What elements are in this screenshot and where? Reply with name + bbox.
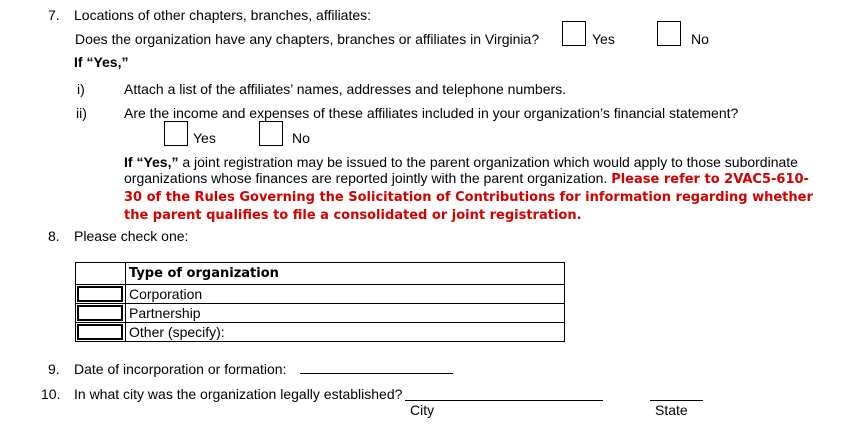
q9-number: 9. [48,361,60,377]
q7-note-bold: If “Yes,” [124,154,179,170]
q7-sub-no-checkbox[interactable] [259,121,283,146]
other-checkbox[interactable] [77,324,123,340]
q9-label: Date of incorporation or formation: [74,361,287,377]
q7-item-ii-text: Are the income and expenses of these affiliates included in your organization’s financial statement? [124,105,739,121]
q10-city-field[interactable] [405,400,603,401]
q7-no-label: No [691,31,709,47]
q10-state-label: State [655,402,688,418]
q10-number: 10. [41,386,61,402]
q7-heading: Locations of other chapters, branches, affiliates: [74,7,372,23]
org-type-header: Type of organization [126,263,565,285]
q10-city-label: City [410,402,435,418]
q7-if-yes: If “Yes,” [74,54,129,70]
q7-question: Does the organization have any chapters, branches or affiliates in Virginia? [75,31,540,47]
q7-number: 7. [48,7,60,23]
q7-item-i-numeral: i) [77,81,85,97]
q7-sub-no-label: No [292,130,310,146]
corporation-checkbox[interactable] [77,286,123,302]
q7-note [124,154,824,224]
org-option-corporation: Corporation [126,285,565,304]
q9-date-field[interactable] [300,373,453,374]
org-option-partnership: Partnership [126,304,565,323]
q8-number: 8. [48,228,60,244]
q7-no-checkbox[interactable] [657,21,681,46]
q8-label: Please check one: [74,228,189,244]
q7-sub-yes-label: Yes [193,130,216,146]
partnership-checkbox[interactable] [77,305,123,321]
q7-yes-label: Yes [592,31,615,47]
q7-note-red: Please refer to 2VAC5-610-30 of the Rules Governing the Solicitation of Contributions for information regarding whether the parent qualifies to file a consolidated or joint registration. [124,172,813,223]
q7-note-text: a joint registration may be issued to the parent organization which would apply to those subordinate organizations whose finances are reported jointly with the parent organization. [124,154,798,186]
q7-item-ii-numeral: ii) [76,105,87,121]
q7-item-i-text: Attach a list of the affiliates’ names, addresses and telephone numbers. [124,81,567,97]
q7-yes-checkbox[interactable] [562,21,586,46]
q10-state-field[interactable] [650,400,703,401]
org-option-other: Other (specify): [126,323,565,342]
q10-label: In what city was the organization legally established? [74,386,403,402]
org-type-table [75,262,565,342]
q7-sub-yes-checkbox[interactable] [164,121,188,146]
